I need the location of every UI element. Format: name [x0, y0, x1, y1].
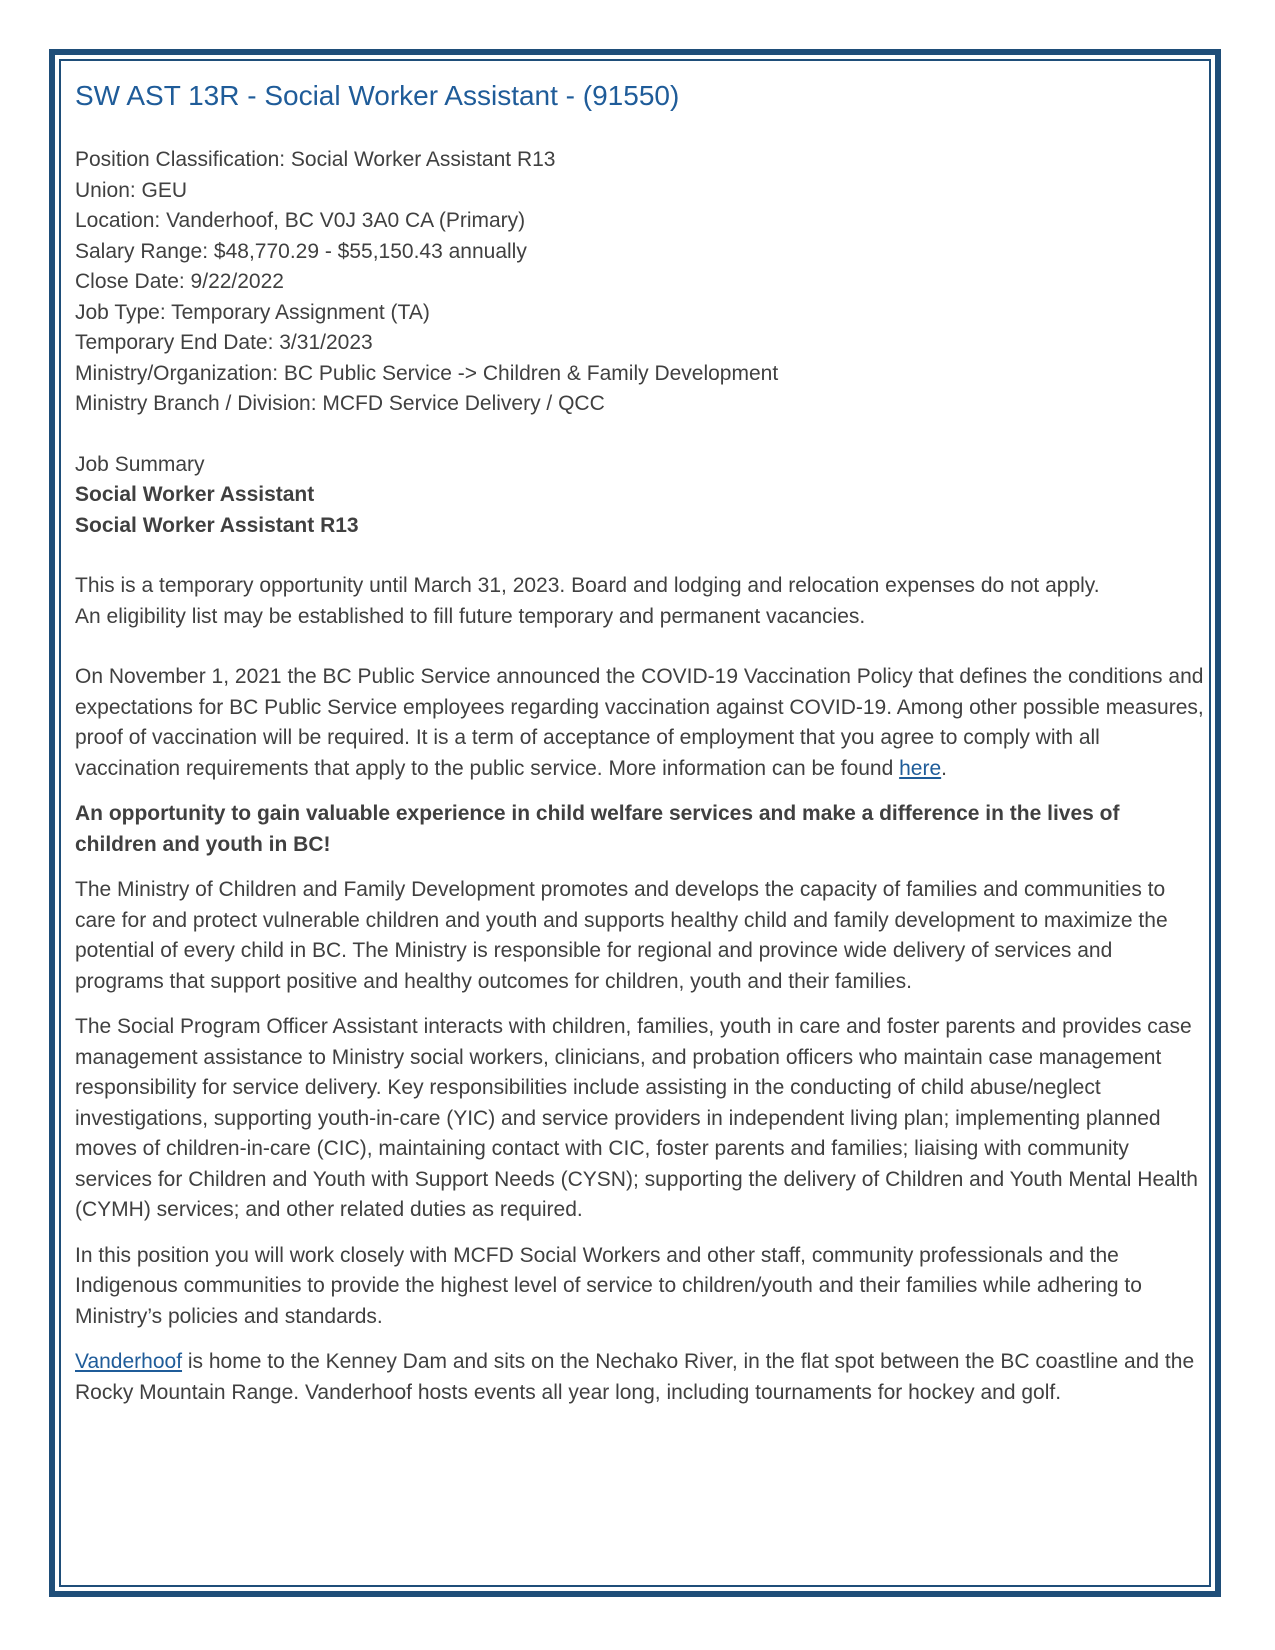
meta-ministry: Ministry/Organization: BC Public Service -> Children & Family Development — [75, 361, 779, 385]
page-title: SW AST 13R - Social Worker Assistant - (91550) — [75, 80, 680, 111]
position-paragraph: In this position you will work closely with MCFD Social Workers and other staff, community professionals and the Indigenous communities to provide the highest level of service to children/youth and their families while adhering to Ministry’s policies and standards. — [75, 1243, 1142, 1328]
opportunity-heading: An opportunity to gain valuable experience in child welfare services and make a difference in the lives of children and youth in BC! — [75, 802, 1120, 856]
job-summary — [75, 450, 1205, 542]
job-meta — [75, 145, 1205, 420]
meta-end-date: Temporary End Date: 3/31/2023 — [75, 331, 373, 354]
here-link[interactable]: here — [899, 756, 942, 780]
covid-text: On November 1, 2021 the BC Public Service announced the COVID-19 Vaccination Policy that defines the conditions and expectations for BC Public Service employees regarding vaccination against COVID-19. Among other possible measures, proof of vaccination will be required. It is a term of acceptance of employment that you agree to comply with all vaccination requirements that apply to the public service. More information can be found — [75, 665, 1204, 780]
meta-job-type: Job Type: Temporary Assignment (TA) — [75, 300, 430, 324]
meta-union: Union: GEU — [75, 178, 188, 202]
summary-title: Social Worker Assistant — [75, 483, 315, 506]
vanderhoof-text: is home to the Kenney Dam and sits on the Nechako River, in the flat spot between the BC coastline and the Rocky Mountain Range. Vanderhoof hosts events all year long, including tournaments for hockey and golf. — [75, 1350, 1195, 1404]
job-posting — [75, 76, 1205, 1423]
meta-close-date: Close Date: 9/22/2022 — [75, 270, 284, 293]
covid-end: . — [941, 756, 947, 780]
eligibility-note: An eligibility list may be established to fill future temporary and permanent vacancies. — [75, 604, 866, 628]
meta-branch: Ministry Branch / Division: MCFD Service Delivery / QCC — [75, 392, 605, 415]
vanderhoof-link[interactable]: Vanderhoof — [75, 1350, 183, 1373]
temporary-note: This is a temporary opportunity until March 31, 2023. Board and lodging and relocation expenses do not apply. — [75, 574, 1100, 597]
vanderhoof-paragraph — [75, 1347, 1205, 1408]
summary-heading: Job Summary — [75, 452, 205, 476]
summary-classification: Social Worker Assistant R13 — [75, 513, 359, 537]
role-paragraph: The Social Program Officer Assistant interacts with children, families, youth in care and foster parents and provides case management assistance to Ministry social workers, clinicians, and probation officers who maintain case management responsibility for service delivery. Key responsibilities include assisting in the conducting of child abuse/neglect investigations, supporting youth-in-care (YIC) and service providers in independent living plan; implementing planned moves of children-in-care (CIC), maintaining contact with CIC, foster parents and families; liaising with community services for Children and Youth with Support Needs (CYSN); supporting the delivery of Children and Youth Mental Health (CYMH) services; and other related duties as required. — [75, 1015, 1198, 1221]
ministry-paragraph: The Ministry of Children and Family Development promotes and develops the capacity of families and communities to care for and protect vulnerable children and youth and supports healthy child and family development to maximize the potential of every child in BC. The Ministry is responsible for regional and province wide delivery of services and programs that support positive and healthy outcomes for children, youth and their families. — [75, 878, 1168, 993]
meta-salary: Salary Range: $48,770.29 - $55,150.43 annually — [75, 239, 527, 263]
meta-location: Location: Vanderhoof, BC V0J 3A0 CA (Primary) — [75, 209, 526, 232]
meta-classification: Position Classification: Social Worker Assistant R13 — [75, 148, 556, 171]
covid-paragraph — [75, 662, 1205, 784]
